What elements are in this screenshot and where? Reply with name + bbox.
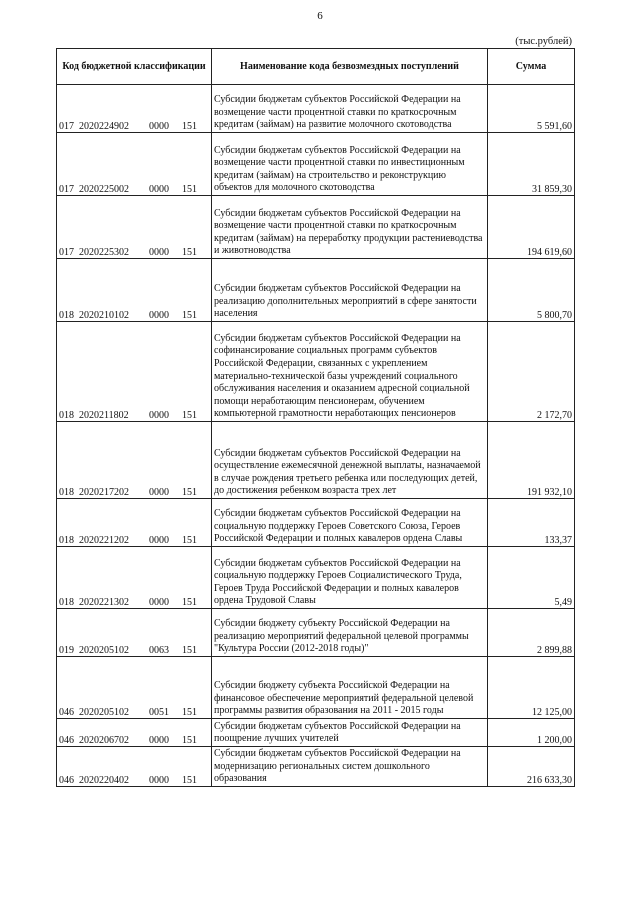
amount-cell: 5,49: [488, 547, 575, 609]
admin-code: 018: [59, 487, 74, 498]
table-row: [57, 196, 575, 259]
income-name-cell: Субсидии бюджетам субъектов Российской Федерации на возмещение части процентной ставки по краткосрочным кредитам (займам) на переработку продукции растениеводства и животноводства: [212, 196, 488, 259]
table-row: [57, 747, 575, 787]
main-code: 2020217202: [79, 487, 129, 498]
amount-cell: 133,37: [488, 499, 575, 547]
amount-cell: 191 932,10: [488, 422, 575, 499]
table-row: [57, 499, 575, 547]
amount-cell: 216 633,30: [488, 747, 575, 787]
budget-code-cell: [57, 747, 212, 787]
table-row: [57, 719, 575, 747]
table-row: [57, 422, 575, 499]
econ-code: 151: [182, 247, 197, 258]
amount-cell: 2 899,88: [488, 609, 575, 657]
page-number: 6: [317, 10, 323, 22]
column-header-name: Наименование кода безвозмездных поступлений: [212, 49, 488, 85]
income-name-cell: Субсидии бюджетам субъектов Российской Федерации на социальную поддержку Героев Советского Союза, Героев Российской Федерации и полных кавалеров ордена Славы: [212, 499, 488, 547]
program-code: 0000: [149, 184, 169, 195]
main-code: 2020206702: [79, 735, 129, 746]
column-header-sum: Сумма: [488, 49, 575, 85]
amount-cell: 1 200,00: [488, 719, 575, 747]
budget-code-cell: [57, 499, 212, 547]
admin-code: 046: [59, 707, 74, 718]
table-row: [57, 609, 575, 657]
income-name-cell: Субсидии бюджетам субъектов Российской Федерации на возмещение части процентной ставки по краткосрочным кредитам (займам) на развитие молочного скотоводства: [212, 85, 488, 133]
program-code: 0000: [149, 310, 169, 321]
amount-cell: 5 591,60: [488, 85, 575, 133]
program-code: 0000: [149, 735, 169, 746]
main-code: 2020205102: [79, 707, 129, 718]
income-name-cell: Субсидии бюджетам субъектов Российской Федерации на осуществление ежемесячной денежной выплаты, назначаемой в случае рождения третьего ребенка или последующих детей, до достижения ребенком возраста трех лет: [212, 422, 488, 499]
main-code: 2020210102: [79, 310, 129, 321]
econ-code: 151: [182, 121, 197, 132]
budget-code-cell: [57, 609, 212, 657]
econ-code: 151: [182, 410, 197, 421]
admin-code: 018: [59, 310, 74, 321]
econ-code: 151: [182, 775, 197, 786]
main-code: 2020221302: [79, 597, 129, 608]
table-row: [57, 133, 575, 196]
income-name-cell: Субсидии бюджету субъекту Российской Федерации на реализацию мероприятий федеральной целевой программы "Культура России (2012-2018 годы)": [212, 609, 488, 657]
amount-cell: 194 619,60: [488, 196, 575, 259]
budget-code-cell: [57, 85, 212, 133]
program-code: 0051: [149, 707, 169, 718]
budget-code-cell: [57, 133, 212, 196]
income-name-cell: Субсидии бюджету субъекта Российской Федерации на финансовое обеспечение мероприятий федеральной целевой программы развития образования на 2011 - 2015 годы: [212, 657, 488, 719]
econ-code: 151: [182, 310, 197, 321]
admin-code: 046: [59, 775, 74, 786]
budget-code-cell: [57, 422, 212, 499]
income-name-cell: Субсидии бюджетам субъектов Российской Федерации на модернизацию региональных систем дошкольного образования: [212, 747, 488, 787]
econ-code: 151: [182, 184, 197, 195]
main-code: 2020225302: [79, 247, 129, 258]
budget-code-cell: [57, 196, 212, 259]
admin-code: 018: [59, 535, 74, 546]
main-code: 2020221202: [79, 535, 129, 546]
main-code: 2020224902: [79, 121, 129, 132]
amount-cell: 12 125,00: [488, 657, 575, 719]
table-header-row: [57, 49, 575, 85]
admin-code: 017: [59, 184, 74, 195]
admin-code: 017: [59, 121, 74, 132]
program-code: 0000: [149, 121, 169, 132]
program-code: 0000: [149, 535, 169, 546]
main-code: 2020211802: [79, 410, 129, 421]
program-code: 0000: [149, 775, 169, 786]
budget-code-cell: [57, 259, 212, 322]
admin-code: 018: [59, 597, 74, 608]
income-name-cell: Субсидии бюджетам субъектов Российской Федерации на поощрение лучших учителей: [212, 719, 488, 747]
income-name-cell: Субсидии бюджетам субъектов Российской Федерации на возмещение части процентной ставки по инвестиционным кредитам (займам) на строительство и реконструкцию объектов для молочного скотоводства: [212, 133, 488, 196]
table-row: [57, 322, 575, 422]
admin-code: 018: [59, 410, 74, 421]
column-header-code: Код бюджетной классификации: [57, 49, 212, 85]
main-code: 2020205102: [79, 645, 129, 656]
program-code: 0000: [149, 597, 169, 608]
admin-code: 017: [59, 247, 74, 258]
admin-code: 046: [59, 735, 74, 746]
budget-code-cell: [57, 322, 212, 422]
econ-code: 151: [182, 645, 197, 656]
admin-code: 019: [59, 645, 74, 656]
amount-cell: 31 859,30: [488, 133, 575, 196]
econ-code: 151: [182, 597, 197, 608]
main-code: 2020220402: [79, 775, 129, 786]
econ-code: 151: [182, 487, 197, 498]
program-code: 0000: [149, 410, 169, 421]
program-code: 0000: [149, 247, 169, 258]
table-row: [57, 259, 575, 322]
income-name-cell: Субсидии бюджетам субъектов Российской Федерации на софинансирование социальных программ субъектов Российской Федерации, связанных с укреплением материально-технической базы учреждений социального обслуживания населения и оказанием адресной социальной помощи неработающим пенсионерам, обучением компьютерной грамотности неработающих пенсионеров: [212, 322, 488, 422]
amount-cell: 5 800,70: [488, 259, 575, 322]
econ-code: 151: [182, 735, 197, 746]
units-label: (тыс.рублей): [515, 36, 572, 47]
budget-code-cell: [57, 547, 212, 609]
program-code: 0063: [149, 645, 169, 656]
amount-cell: 2 172,70: [488, 322, 575, 422]
income-name-cell: Субсидии бюджетам субъектов Российской Федерации на социальную поддержку Героев Социалистического Труда, Героев Труда Российской Федерации и полных кавалеров ордена Трудовой Славы: [212, 547, 488, 609]
program-code: 0000: [149, 487, 169, 498]
budget-code-cell: [57, 657, 212, 719]
econ-code: 151: [182, 707, 197, 718]
table-row: [57, 657, 575, 719]
table-row: [57, 85, 575, 133]
table-row: [57, 547, 575, 609]
budget-table: [56, 48, 575, 787]
econ-code: 151: [182, 535, 197, 546]
budget-code-cell: [57, 719, 212, 747]
income-name-cell: Субсидии бюджетам субъектов Российской Федерации на реализацию дополнительных мероприятий в сфере занятости населения: [212, 259, 488, 322]
main-code: 2020225002: [79, 184, 129, 195]
